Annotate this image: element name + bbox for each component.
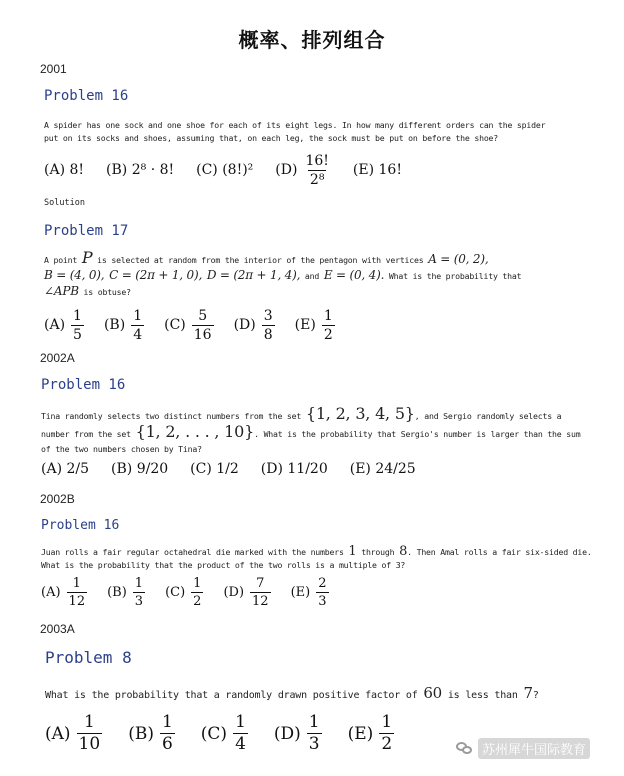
choice-d: (D) $\frac{1}{3}$ bbox=[273, 712, 320, 754]
choice-d: (D) $\frac{16!}{\text{2⁸}}$ bbox=[275, 152, 329, 188]
choice-b: (B) $\frac{1}{3}$ bbox=[107, 576, 144, 609]
year-label-2002b: 2002B bbox=[40, 492, 75, 506]
choice-b: (B) $\frac{1}{6}$ bbox=[128, 712, 173, 754]
choice-b: (B) 2⁸ · 8! bbox=[106, 162, 175, 178]
choice-a: (A) 8! bbox=[44, 162, 85, 178]
choice-a: (A) $\frac{1}{5}$ bbox=[44, 307, 82, 343]
choice-a: (A) $\frac{1}{10}$ bbox=[45, 712, 101, 754]
choice-d: (D) 11/20 bbox=[260, 461, 328, 477]
problem-title: Problem 8 bbox=[45, 648, 132, 667]
problem-title: Problem 16 bbox=[41, 518, 120, 533]
year-label-2003a: 2003A bbox=[40, 622, 75, 636]
choice-c: (C) $\frac{1}{4}$ bbox=[200, 712, 246, 754]
problem-title: Problem 17 bbox=[44, 223, 129, 239]
answer-choices bbox=[44, 307, 335, 343]
answer-choices bbox=[41, 577, 329, 608]
problem-title: Problem 16 bbox=[44, 88, 129, 104]
choice-e: (E) $\frac{1}{2}$ bbox=[347, 712, 393, 754]
choice-e: (E) $\frac{1}{2}$ bbox=[294, 307, 333, 343]
watermark bbox=[456, 738, 590, 759]
choice-d: (D) $\frac{3}{8}$ bbox=[233, 307, 273, 343]
choice-c: (C) $\frac{1}{2}$ bbox=[165, 576, 202, 609]
solution-link[interactable]: Solution bbox=[44, 198, 85, 208]
answer-choices bbox=[41, 461, 416, 477]
choice-c: (C) $\frac{5}{16}$ bbox=[164, 307, 212, 343]
choice-e: (E) 24/25 bbox=[349, 461, 416, 477]
problem-text: What is the probability that a randomly drawn positive factor of 60 is less than 7? bbox=[45, 684, 539, 702]
choice-c: (C) (8!)² bbox=[196, 162, 254, 178]
choice-e: (E) 16! bbox=[352, 162, 402, 178]
choice-e: (E) $\frac{2}{3}$ bbox=[290, 576, 327, 609]
choice-b: (B) $\frac{1}{4}$ bbox=[103, 307, 143, 343]
choice-a: (A) 2/5 bbox=[41, 461, 90, 477]
problem-text: Tina randomly selects two distinct numbers from the set {1, 2, 3, 4, 5}, and Sergio randomly selects a number from the set {1, 2, . . . , 10}. What is the probability that Sergio's number is larger than the sum of the two numbers chosen by Tina? bbox=[41, 404, 581, 454]
problem-title: Problem 16 bbox=[41, 377, 126, 393]
problem-text: A point P is selected at random from the interior of the pentagon with vertices A = (0, 2), B = (4, 0), C = (2π + 1, 0), D = (2π + 1, 4), and E = (0, 4). What is the probability that ∠APB is obtuse? bbox=[44, 248, 522, 298]
answer-choices bbox=[45, 714, 394, 753]
problem-text: A spider has one sock and one shoe for each of its eight legs. In how many different orders can the spider put on its socks and shoes, assuming that, on each leg, the sock must be put on before the shoe? bbox=[44, 120, 546, 143]
watermark-text: 苏州犀牛国际教育 bbox=[478, 738, 590, 759]
choice-d: (D) $\frac{7}{12}$ bbox=[223, 576, 269, 609]
choice-a: (A) $\frac{1}{12}$ bbox=[41, 576, 86, 609]
choice-c: (C) 1/2 bbox=[190, 461, 239, 477]
year-label-2001: 2001 bbox=[40, 62, 67, 76]
wechat-icon bbox=[456, 742, 472, 755]
answer-choices bbox=[44, 152, 402, 188]
page-title: 概率、排列组合 bbox=[238, 28, 386, 52]
choice-b: (B) 9/20 bbox=[111, 461, 169, 477]
problem-text: Juan rolls a fair regular octahedral die marked with the numbers 1 through 8. Then Amal rolls a fair six-sided die. What is the probability that the product of the two rolls is a multiple of 3? bbox=[41, 544, 592, 570]
year-label-2002a: 2002A bbox=[40, 351, 75, 365]
